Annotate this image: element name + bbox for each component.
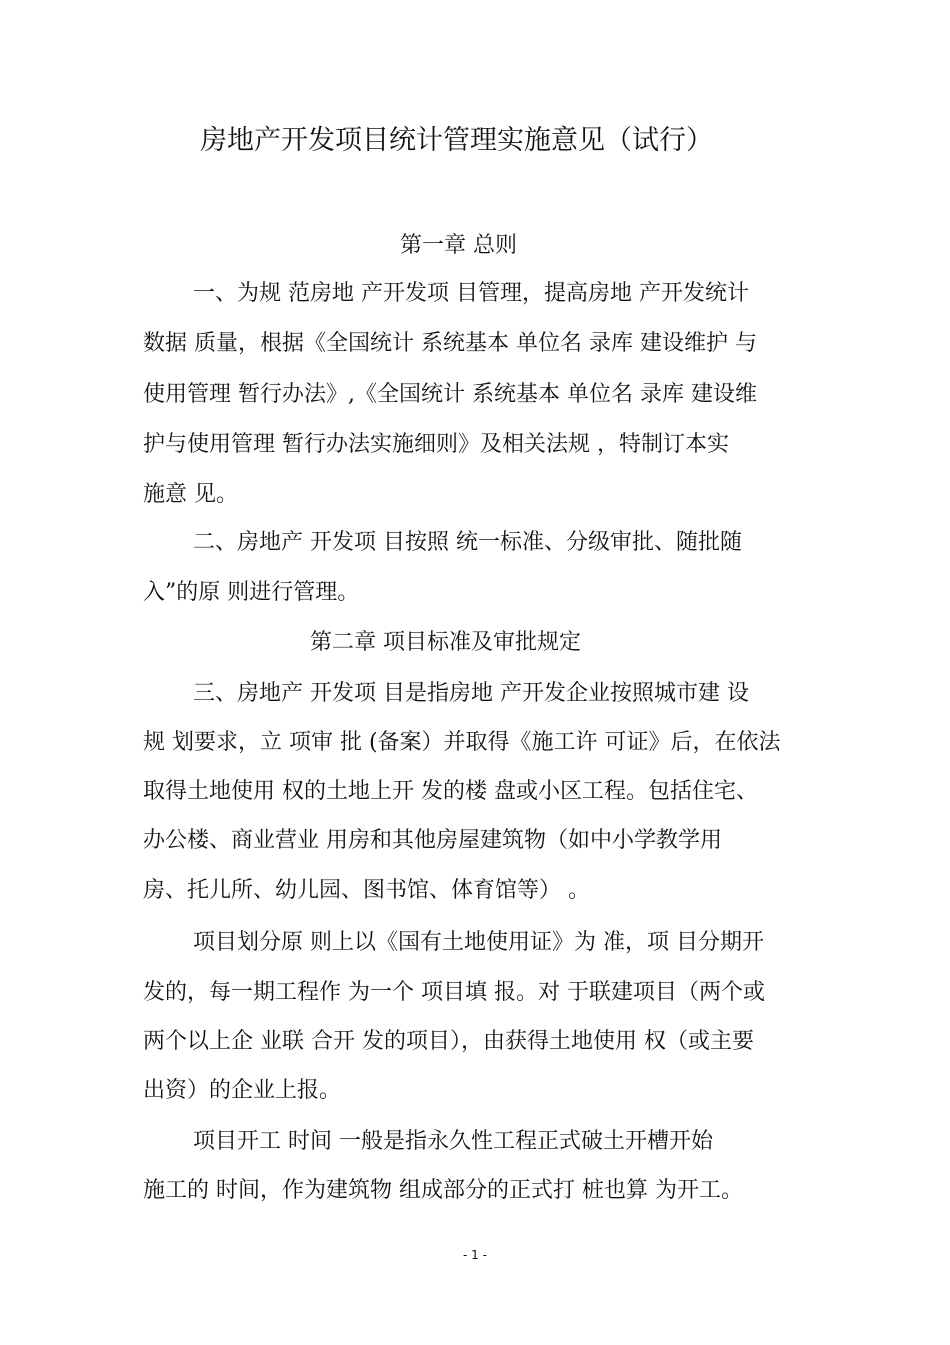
- text-line: 施工的 时间，作为建筑物 组成部分的正式打 桩也算 为开工。: [143, 1178, 743, 1203]
- text-line: 数据 质量，根据《全国统计 系统基本 单位名 录库 建设维护 与: [143, 331, 757, 356]
- text-line: 取得土地使用 权的土地上开 发的楼 盘或小区工程。包括住宅、: [143, 779, 758, 804]
- text-line: 二、房地产 开发项 目按照 统一标准、分级审批、随批随: [193, 530, 742, 555]
- text-line: 护与使用管理 暂行办法实施细则》及相关法规 ，特制订本实: [143, 432, 729, 457]
- text-line: 房、托儿所、幼儿园、图书馆、体育馆等） 。: [143, 878, 590, 903]
- page-number: - 1 -: [463, 1248, 487, 1262]
- text-line: 两个以上企 业联 合开 发的项目），由获得土地使用 权（或主要: [143, 1029, 754, 1054]
- chapter-heading: 第一章 总则: [400, 233, 517, 258]
- text-line: 出资）的企业上报。: [143, 1078, 342, 1103]
- text-line: 使用管理 暂行办法》,《全国统计 系统基本 单位名 录库 建设维: [143, 382, 757, 407]
- text-line: 入”的原 则进行管理。: [143, 580, 360, 605]
- text-line: 发的，每一期工程作 为一个 项目填 报。对 于联建项目（两个或: [143, 980, 765, 1005]
- document-title: 房地产开发项目统计管理实施意见（试行）: [200, 125, 713, 156]
- text-line: 项目划分原 则上以《国有土地使用证》为 准，项 目分期开: [193, 930, 764, 955]
- text-line: 项目开工 时间 一般是指永久性工程正式破土开槽开始: [193, 1129, 713, 1154]
- chapter-heading: 第二章 项目标准及审批规定: [310, 630, 581, 655]
- text-line: 规 划要求，立 项审 批 (备案）并取得《施工许 可证》后，在依法: [143, 730, 781, 755]
- text-line: 一、为规 范房地 产开发项 目管理，提高房地 产开发统计: [193, 281, 749, 306]
- text-line: 办公楼、商业营业 用房和其他房屋建筑物（如中小学教学用: [143, 828, 722, 853]
- text-line: 施意 见。: [143, 482, 238, 507]
- text-line: 三、房地产 开发项 目是指房地 产开发企业按照城市建 设: [193, 681, 749, 706]
